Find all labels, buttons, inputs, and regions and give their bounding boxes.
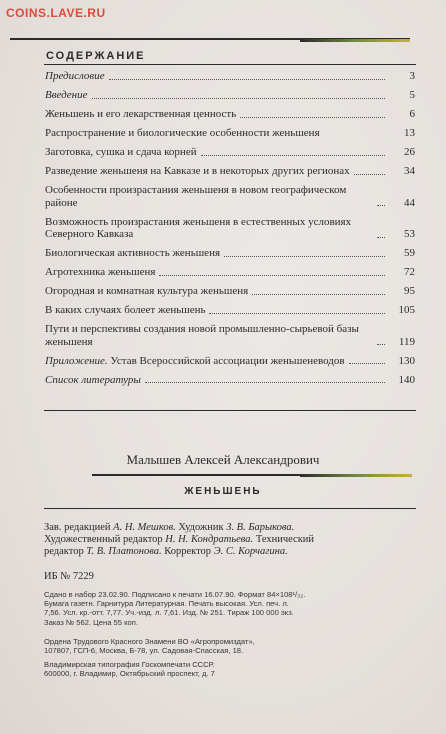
toc-leader-dots	[201, 155, 385, 156]
credits-role: редактор	[44, 546, 87, 557]
publisher-block	[44, 637, 424, 655]
toc-entry	[45, 304, 415, 317]
site-watermark: COINS.LAVE.RU	[6, 6, 106, 20]
imprint-line: Заказ № 562. Цена 55 коп.	[44, 617, 138, 627]
credits-role: Технический	[253, 534, 315, 545]
toc-entry-page: 34	[404, 165, 415, 177]
toc-entry	[45, 70, 415, 83]
toc-entry-title: Огородная и комнатная культура женьшеня	[45, 285, 249, 297]
toc-leader-dots	[377, 205, 385, 206]
author-name: Малышев Алексей Александрович	[126, 452, 320, 467]
toc-entry-page: 13	[404, 127, 415, 139]
toc-entry-page: 140	[398, 373, 415, 386]
credits-role: Зав. редакцией	[44, 522, 114, 533]
toc-entry	[45, 323, 415, 348]
toc-leader-dots	[240, 117, 385, 118]
toc-entry-page: 6	[409, 108, 415, 120]
imprint-line: 7,56. Усл. кр.-отт. 7,77. Уч.-изд. л. 7,61. Изд. № 251. Тираж 100 000 экз.	[44, 608, 294, 618]
toc-entry	[45, 127, 415, 140]
toc-entry-title: Возможность произрастания женьшеня в естественных условиях Северного Кавказа	[45, 215, 352, 240]
toc-entry	[45, 285, 415, 298]
toc-entry	[45, 146, 415, 159]
toc-entry-page: 95	[404, 285, 415, 297]
author-color-stripe	[300, 474, 412, 477]
toc-entry	[45, 216, 415, 241]
toc-entry	[45, 165, 415, 178]
imprint-line: Бумага газетн. Гарнитура Литературная. Печать высокая. Усл. печ. л.	[44, 599, 289, 609]
credits-person: Н. Н. Кондратьева.	[165, 534, 254, 545]
publisher-line: Ордена Трудового Красного Знамени ВО «Агропромиздат»,	[44, 637, 255, 646]
credits-line	[44, 534, 414, 546]
printer-block	[44, 660, 424, 678]
toc-entry-title: Женьшень и его лекарственная ценность	[45, 108, 237, 120]
credits-role: Художник	[175, 522, 227, 533]
toc-leader-dots	[354, 174, 385, 175]
toc-entry-title: Разведение женьшеня на Кавказе и в некоторых других регионах	[45, 165, 350, 177]
credits-line	[44, 522, 414, 534]
toc-leader-dots	[377, 344, 385, 345]
toc-entry-title: Агротехника женьшеня	[45, 266, 156, 278]
publisher-line: 107807, ГСП-6, Москва, Б-78, ул. Садовая-Спасская, 18.	[44, 646, 244, 656]
toc-entry-title	[45, 355, 345, 368]
printer-line: Владимирская типография Госкомпечати СССР.	[44, 660, 215, 669]
toc-entry	[45, 374, 415, 387]
toc-entry-page: 59	[404, 247, 415, 259]
credits-role: Художественный редактор	[44, 534, 166, 545]
toc-leader-dots	[92, 98, 385, 99]
credits-person: Т. В. Платонова.	[86, 546, 162, 557]
toc-leader-dots	[252, 294, 385, 295]
toc-leader-dots	[377, 237, 385, 238]
toc-entry-page: 130	[398, 354, 415, 367]
toc-entry-page: 5	[409, 89, 415, 101]
table-of-contents	[45, 70, 415, 393]
toc-entry-page: 72	[404, 266, 415, 278]
credits-role: Корректор	[161, 546, 214, 557]
toc-entry	[45, 355, 415, 368]
top-color-stripe	[300, 39, 410, 42]
toc-entry-title: Распространение и биологические особенности женьшеня	[45, 127, 320, 139]
toc-entry-page: 119	[398, 335, 415, 348]
credits-person: А. Н. Мешков.	[113, 522, 176, 533]
toc-leader-dots	[349, 363, 385, 364]
toc-entry-title: Заготовка, сушка и сдача корней	[45, 146, 197, 158]
book-title: ЖЕНЬШЕНЬ	[184, 486, 262, 497]
imprint-line: Сдано в набор 23.02.90. Подписано к печати 16.07.90. Формат 84×108¹/₃₂.	[44, 590, 306, 599]
book-title-rule	[44, 508, 416, 509]
toc-entry-title: Предисловие	[45, 70, 105, 82]
isbn-number: ИБ № 7229	[44, 571, 94, 582]
toc-entry-page: 26	[404, 146, 415, 158]
toc-entry	[45, 89, 415, 102]
toc-leader-dots	[109, 79, 385, 80]
toc-entry-title-rest: Устав Всероссийской ассоциации женьшеневодов	[107, 354, 345, 367]
toc-entry-title-italic: Приложение.	[45, 354, 108, 367]
toc-entry	[45, 108, 415, 121]
credits	[44, 522, 414, 558]
toc-entry-title: Пути и перспективы создания новой промышленно-сырьевой базы женьшеня	[45, 323, 359, 348]
toc-entry-title: В каких случаях болеет женьшень	[45, 304, 206, 316]
toc-leader-dots	[159, 275, 385, 276]
credits-person: З. В. Барыкова.	[226, 522, 295, 533]
toc-entry-page: 53	[404, 228, 415, 240]
credits-person: Э. С. Корчагина.	[213, 546, 288, 557]
credits-line	[44, 546, 414, 558]
toc-entry	[45, 247, 415, 260]
toc-heading: СОДЕРЖАНИЕ	[46, 50, 146, 62]
toc-leader-dots	[145, 382, 385, 383]
toc-entry-page: 44	[404, 196, 415, 209]
toc-entry-page: 105	[398, 304, 415, 316]
toc-entry-page: 3	[409, 70, 415, 82]
toc-entry-title: Введение	[45, 89, 88, 101]
toc-bottom-rule	[44, 410, 416, 411]
toc-entry-title: Биологическая активность женьшеня	[45, 247, 221, 259]
imprint-block	[44, 590, 424, 627]
toc-leader-dots	[209, 313, 385, 314]
toc-entry	[45, 184, 415, 209]
toc-leader-dots	[224, 256, 385, 257]
toc-entry-title: Список литературы	[45, 373, 141, 386]
toc-entry-title: Особенности произрастания женьшеня в новом географическом районе	[45, 184, 347, 209]
toc-entry	[45, 266, 415, 279]
printer-line: 600000, г. Владимир, Октябрьский проспект, д. 7	[44, 669, 215, 679]
toc-heading-rule	[44, 64, 416, 65]
